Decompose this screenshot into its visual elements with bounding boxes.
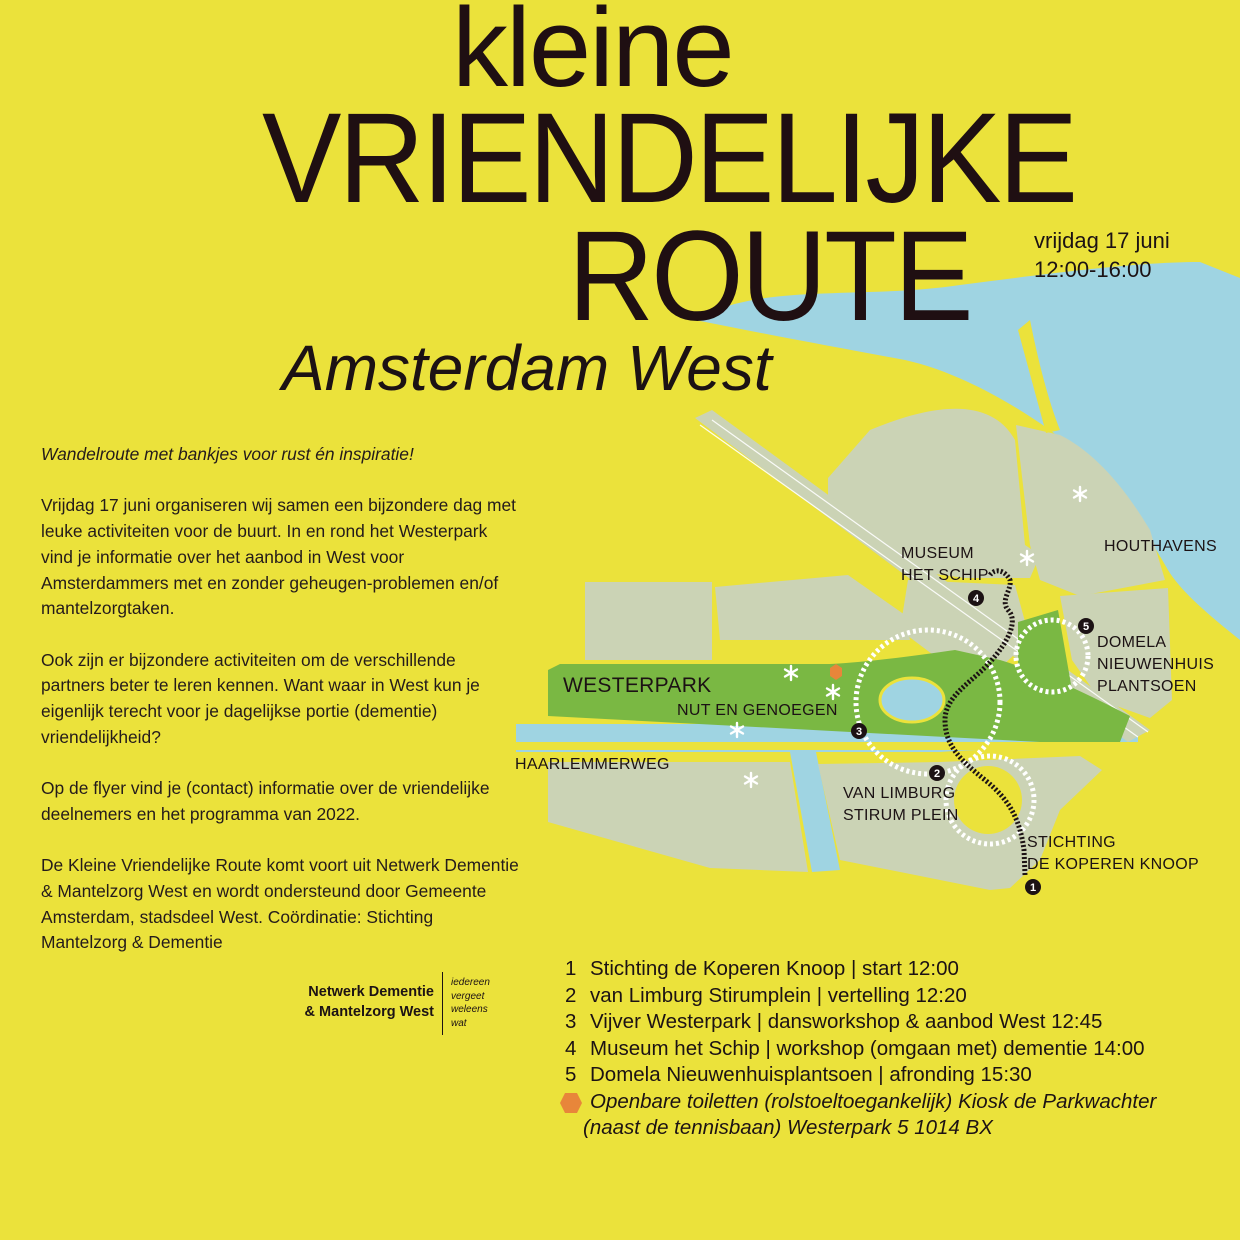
logo-name-line-2: & Mantelzorg West [304, 1004, 434, 1020]
road-band [516, 742, 1136, 750]
label-domela-1: DOMELA [1097, 634, 1167, 651]
marker-1: 1 [1029, 882, 1037, 894]
label-museum-1: MUSEUM [901, 545, 974, 562]
intro-paragraph-1: Vrijdag 17 juni organiseren wij samen een bijzondere dag met leuke activiteiten voor de buurt. In en rond het Westerpark vind je informatie over het aanbod in West voor Amsterdammers met en zonder geheugen-problemen en/of mantelzorgtaken. [41, 495, 516, 619]
logo-tag-4: wat [451, 1017, 467, 1029]
logo-name [280, 982, 434, 1022]
route-legend [565, 956, 1156, 1142]
label-nut-en-genoegen: NUT EN GENOEGEN [677, 702, 838, 719]
toilet-hexagon-icon [560, 1093, 582, 1113]
logo-name-line-1: Netwerk Dementie [308, 984, 434, 1000]
pond [880, 678, 944, 722]
block-mid-1 [715, 575, 910, 640]
intro-lead: Wandelroute met bankjes voor rust én inspiratie! [41, 444, 414, 464]
logo-tag-3: weleens [451, 1004, 488, 1015]
label-houthavens: HOUTHAVENS [1104, 538, 1217, 555]
title-vriendelijke: VRIENDELIJKE [262, 87, 1076, 230]
logo-tagline [451, 976, 490, 1030]
event-time: 12:00-16:00 [1034, 257, 1152, 282]
limburg-plein [954, 766, 1022, 834]
block-west-1 [585, 582, 712, 660]
legend-item: 4 Museum het Schip | workshop (omgaan met) dementie 14:00 [565, 1036, 1145, 1060]
block-south-1 [548, 762, 808, 872]
label-museum-2: HET SCHIP [901, 567, 989, 584]
intro-paragraph-2: Ook zijn er bijzondere activiteiten om de verschillende partners beter te leren kennen. Want waar in West kun je eigenlijk terecht voor je dagelijkse portie (dementie) vriendelijkheid? [41, 649, 480, 747]
legend-item: 5 Domela Nieuwenhuisplantsoen | afronding 15:30 [565, 1063, 1032, 1086]
logo-tag-2: vergeet [451, 990, 485, 1002]
marker-5: 5 [1082, 621, 1090, 633]
toilet-line-2: (naast de tennisbaan) Westerpark 5 1014 BX [583, 1116, 993, 1139]
legend-item: 3 Vijver Westerpark | dansworkshop & aanbod West 12:45 [565, 1010, 1103, 1033]
intro-text [41, 442, 521, 982]
intro-paragraph-3: Op de flyer vind je (contact) informatie over de vriendelijke deelnemers en het programma van 2022. [41, 778, 490, 824]
label-haarlemmerweg: HAARLEMMERWEG [515, 756, 670, 773]
title-kleine: kleine [452, 0, 733, 110]
label-domela-2: NIEUWENHUIS [1097, 656, 1215, 673]
label-knoop-1: STICHTING [1027, 834, 1116, 851]
label-limburg-2: STIRUM PLEIN [843, 807, 959, 824]
label-limburg-1: VAN LIMBURG [843, 785, 956, 802]
legend-item: 1 Stichting de Koperen Knoop | start 12:00 [565, 957, 959, 980]
label-knoop-2: DE KOPEREN KNOOP [1027, 856, 1199, 873]
event-date: vrijdag 17 juni [1034, 228, 1170, 253]
toilet-line-1: Openbare toiletten (rolstoeltoegankelijk) Kiosk de Parkwachter [590, 1089, 1157, 1113]
marker-3: 3 [855, 726, 863, 738]
subtitle-amsterdam-west: Amsterdam West [282, 332, 772, 404]
event-datetime [1034, 226, 1170, 284]
logo-tag-1: iedereen [451, 977, 490, 988]
title-route: ROUTE [568, 205, 971, 348]
marker-2: 2 [933, 768, 941, 780]
legend-toilet [565, 1089, 1156, 1142]
intro-paragraph-4: De Kleine Vriendelijke Route komt voort uit Netwerk Dementie & Mantelzorg West en wordt ondersteund door Gemeente Amsterdam, stadsdeel West. Coördinatie: Stichting Mantelzorg & Dementie [41, 855, 519, 953]
marker-4: 4 [972, 593, 980, 605]
label-domela-3: PLANTSOEN [1097, 678, 1197, 695]
legend-item: 2 van Limburg Stirumplein | vertelling 12:20 [565, 983, 967, 1007]
logo-divider [442, 972, 443, 1035]
label-westerpark: WESTERPARK [563, 674, 712, 697]
